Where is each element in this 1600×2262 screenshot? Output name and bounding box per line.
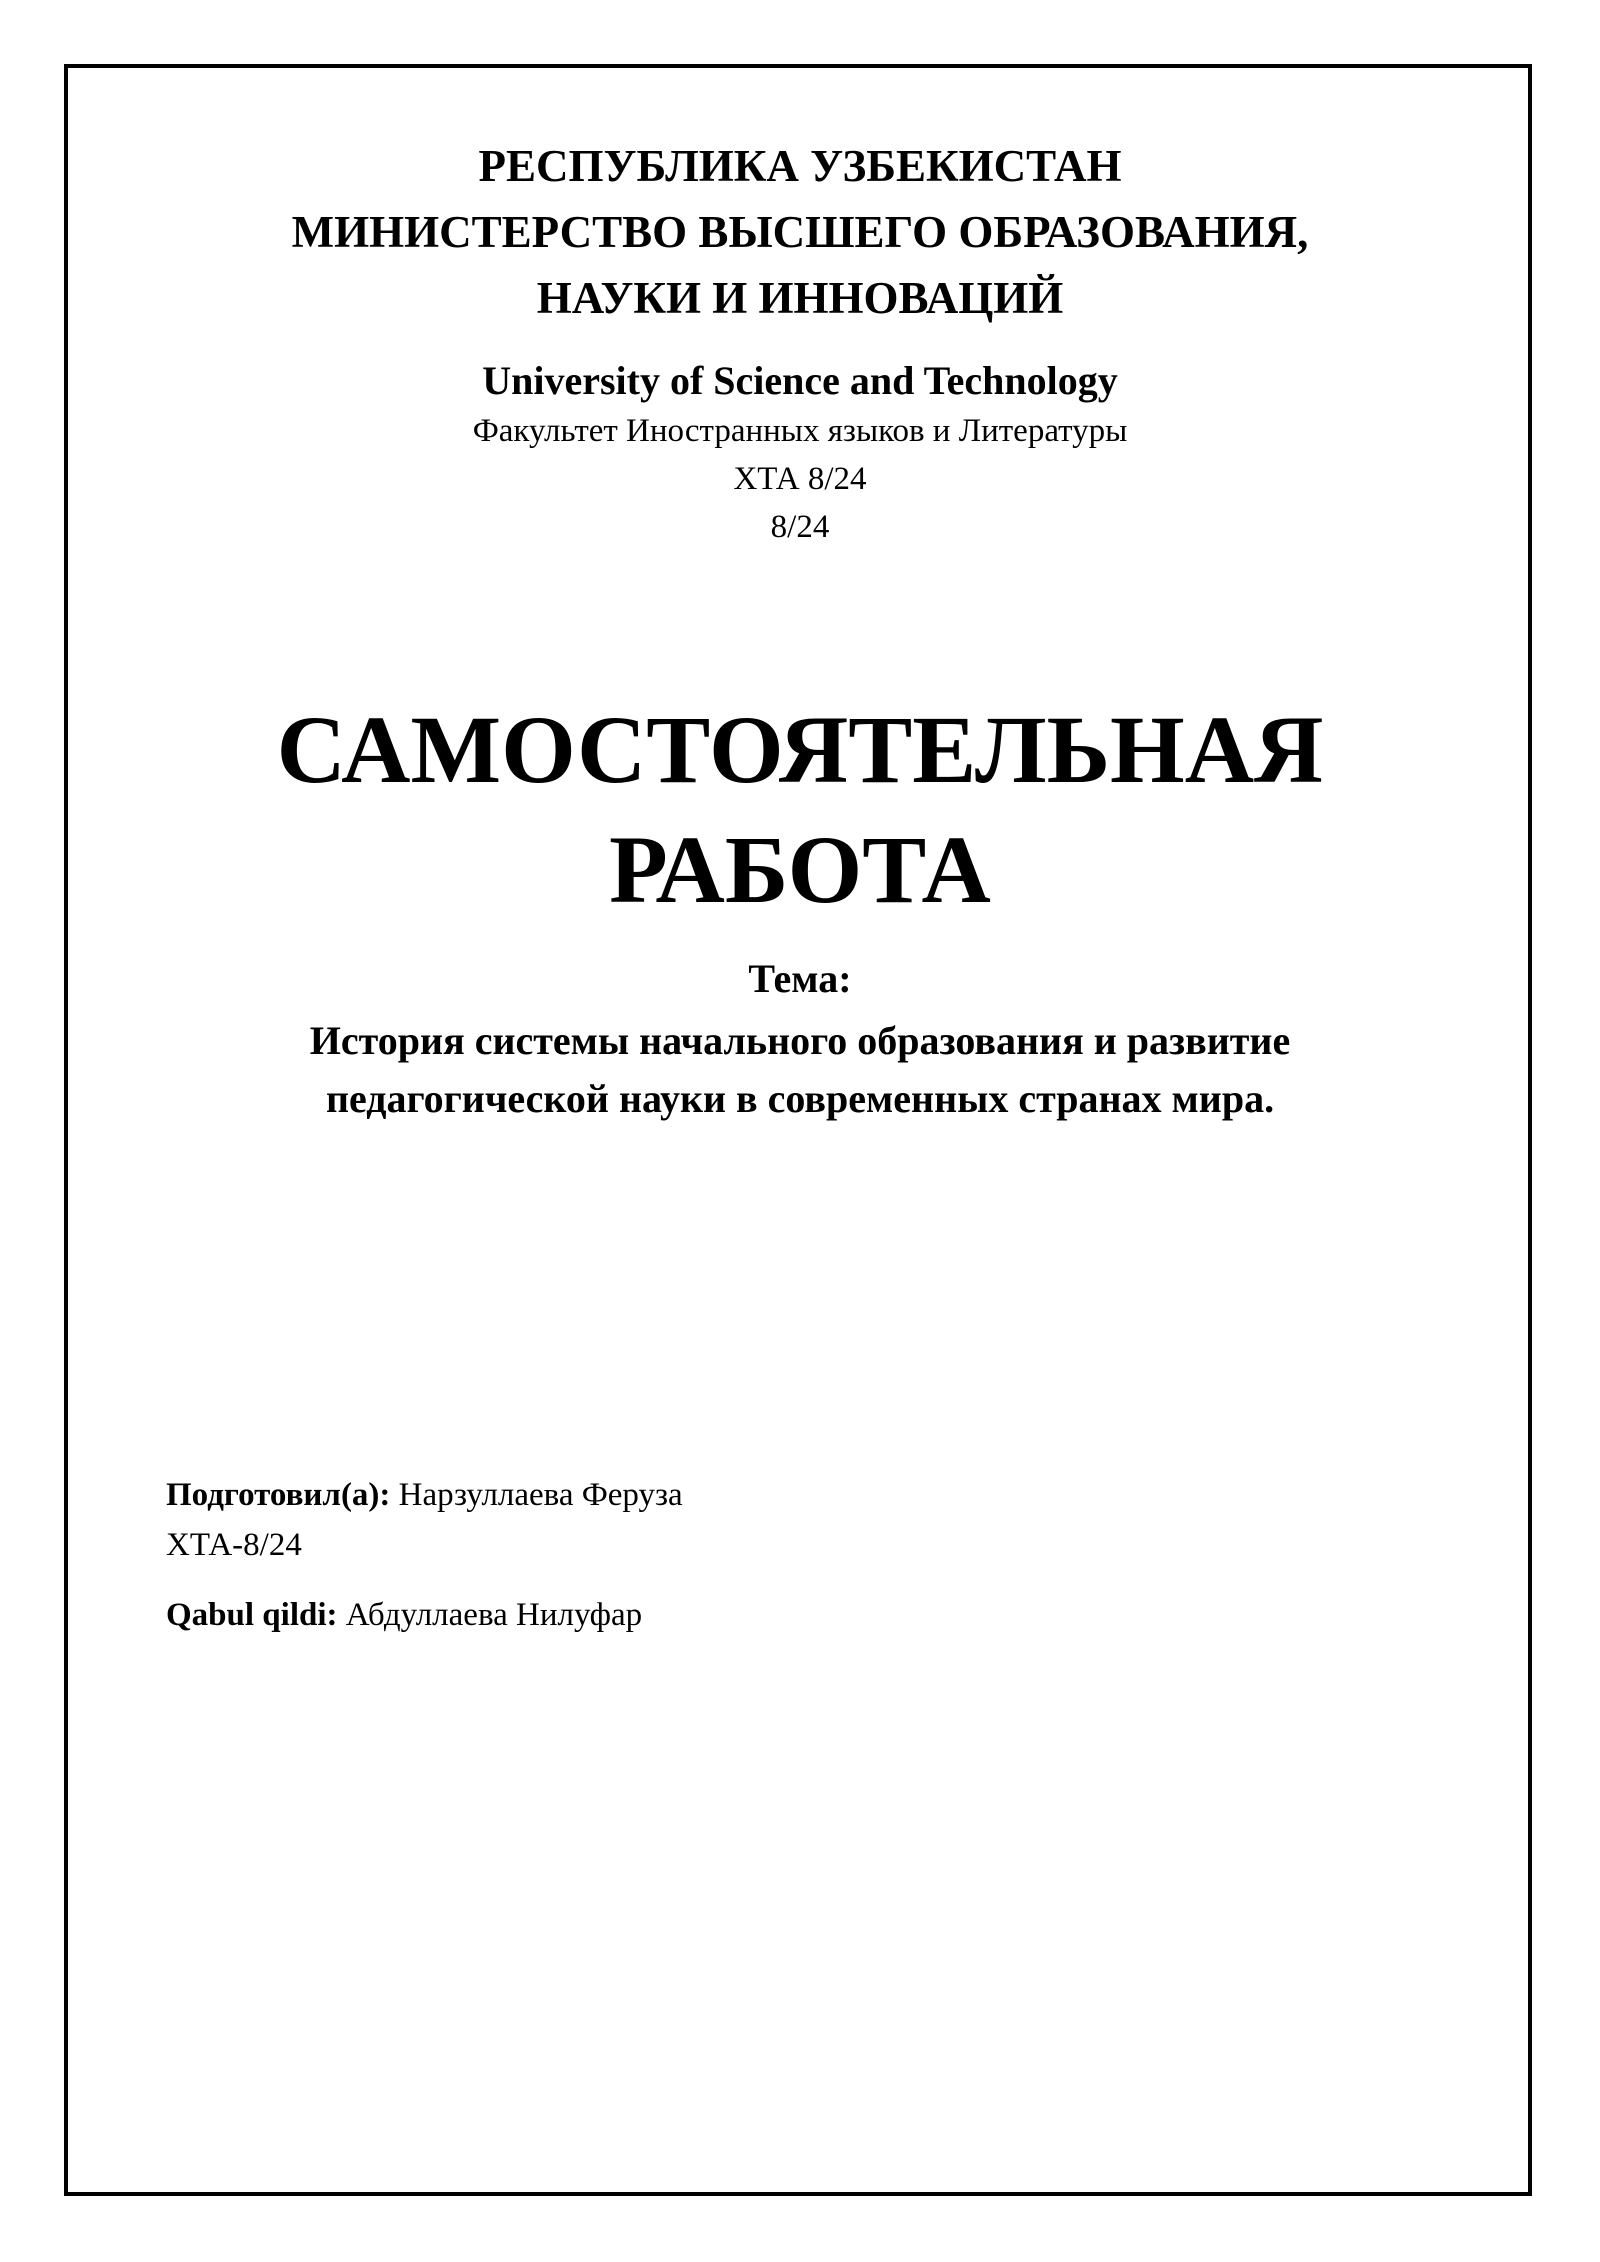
- prepared-by-name: Нарзуллаева Феруза: [398, 1477, 683, 1513]
- university-name: University of Science and Technology: [482, 358, 1118, 403]
- prepared-by-group: ХТА-8/24: [166, 1527, 302, 1563]
- topic-label: Тема:: [748, 956, 852, 1001]
- accepted-by-label: Qabul qildi:: [166, 1597, 338, 1633]
- topic-line-1: История системы начального образования и развитие: [309, 1018, 1291, 1063]
- group-number: 8/24: [770, 509, 830, 545]
- credits-block: [166, 1470, 683, 1640]
- university-block: [0, 355, 1600, 551]
- group-code: ХТА 8/24: [733, 461, 867, 497]
- topic-block: [0, 950, 1600, 1128]
- header-ministry: МИНИСТЕРСТВО ВЫСШЕГО ОБРАЗОВАНИЯ,: [291, 207, 1309, 257]
- accepted-by-row: [166, 1590, 683, 1640]
- prepared-by-row: [166, 1470, 683, 1520]
- document-title: [0, 690, 1600, 930]
- header-ministry-cont: НАУКИ И ИННОВАЦИЙ: [536, 273, 1064, 323]
- accepted-by-name: Абдуллаева Нилуфар: [345, 1597, 643, 1633]
- prepared-by-label: Подготовил(а):: [166, 1477, 391, 1513]
- title-line-2: РАБОТА: [609, 816, 991, 923]
- ministry-header: [0, 133, 1600, 331]
- header-country: РЕСПУБЛИКА УЗБЕКИСТАН: [478, 141, 1122, 191]
- faculty-name: Факультет Иностранных языков и Литературы: [472, 413, 1128, 449]
- title-line-1: САМОСТОЯТЕЛЬНАЯ: [276, 696, 1324, 803]
- topic-line-2: педагогической науки в современных странах мира.: [325, 1076, 1275, 1121]
